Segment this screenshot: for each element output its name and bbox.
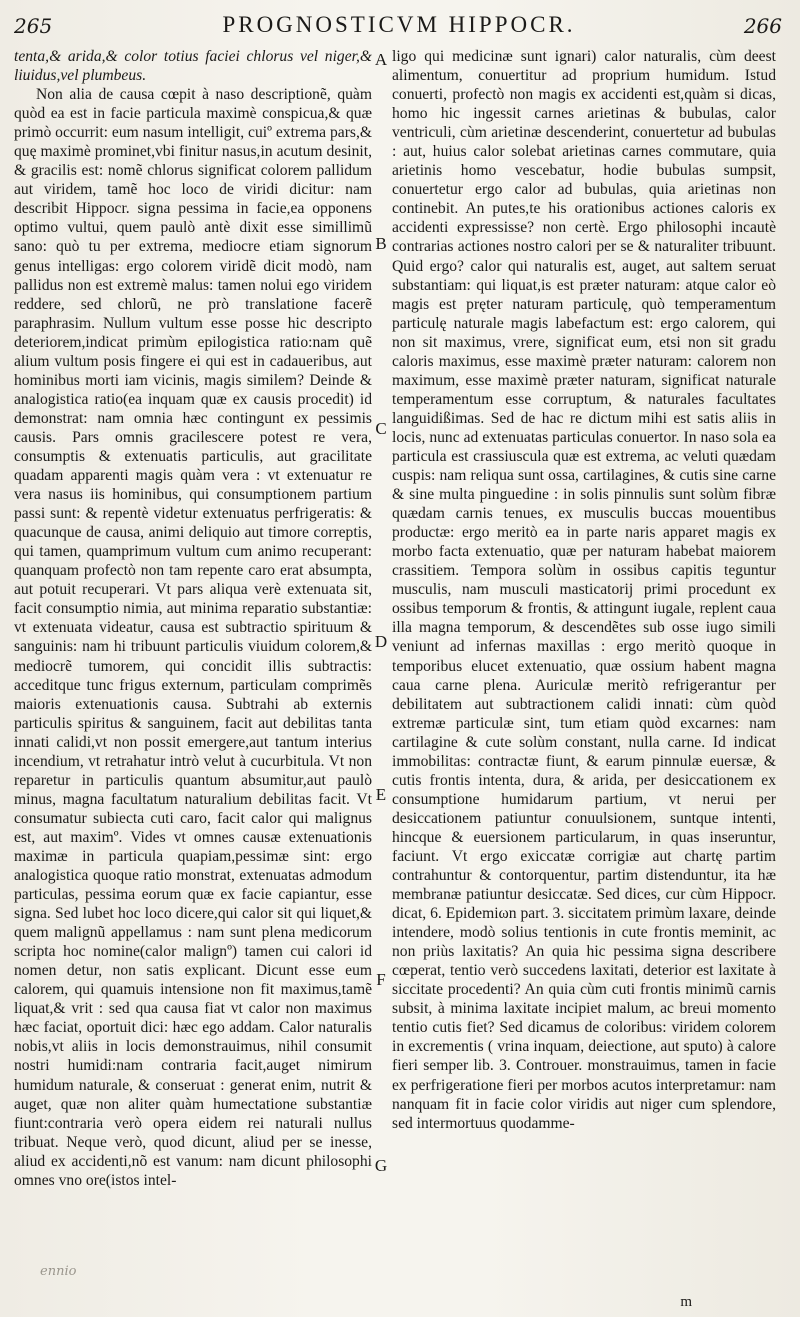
margin-letter-a: A — [374, 50, 388, 69]
catchword: m — [680, 1294, 692, 1310]
running-title: PROGNOSTICVM HIPPOCR. — [222, 12, 576, 37]
page-header — [10, 10, 788, 46]
faint-bottom-text: ennio — [40, 1264, 77, 1279]
margin-letter-f: F — [376, 970, 386, 989]
opening-italic-text: tenta,& arida,& color totius faciei chlorus vel niger,& liuidus,vel plumbeus. — [14, 48, 372, 85]
margin-letter-c: C — [375, 419, 387, 438]
page-number-right: 266 — [743, 14, 782, 38]
left-column — [14, 47, 372, 1307]
margin-letter-g: G — [374, 1156, 388, 1175]
page-number-left: 265 — [14, 14, 53, 38]
margin-letter-b: B — [375, 234, 387, 253]
left-column-body: Non alia de causa cœpit à naso descriptionẽ, quàm quòd ea est in facie particula maximè conspicua,& quæ primò occurrit: eum nasum intelligit, cuiº extrema pars,& quę maximè prominet,vbi finitur nasus,in acutum desinit, & gracilis est: nomẽ chlorus significat colorem pallidum aut viridem, tamẽ hoc loco de viridi dicitur: nam describit Hippocr. signa pessima in facie,ea opponens optimo vultui, quem paulò antè dixit esse simillimũ sano: quò tu per extrema, mediocre etiam signorum genus intelligas: ergo colorem viridẽ dicit modò, nam pallidus non est extremè malus: tamen nolui ego viridem reddere, sed chlorũ, ne prò translatione facerẽ paraphrasim. Nullum vultum esse posse hic descripto deteriorem,indicat primùm epilogistica ratio:nam quẽ alium vultum posis fingere ei qui est in cadaueribus, aut hominibus morti iam vicinis, magis similem? Deinde & analogistica ratio(ea inquam quæ ex causis procedit) id demonstrat: nam omnia hæc contingunt ex pessimis causis. Pars omnis gracilescere potest re vera, consumptis & extenuatis particulis, aut gracilitate quadam apparenti magis quàm vera : vt extenuatur re vera nasus iis hominibus, qui consumptionem partium passi sunt: & repentè videtur extenuatus perfrigeratis: & quacunque de causa, animi deliquio aut timore correptis, qui tamen, quamprimum vultum cum animo recuperant: quanquam profectò non tam repente caro erat absumpta, aut potuit recuperari. Vt pars aliqua verè extenuata sit, facit consumptio nimia, aut minima reparatio substantiæ: vt extenuata videatur, causa est subtractio spirituum & sanguinis: nam hi tribuunt particulis viuidum colorem,& mediocrẽ tumorem, qui concidit illis subtractis: acceditque tunc frigus externum, particulam comprimẽs maioris extenuationis causa. Subtrahi ab externis particulis spiritus & sanguinem, facit aut debilitas tanta innati calidi,vt non possit emergere,aut tantum interius incendium, vt retrahatur intrò velut à cucurbitula. Vt non reparetur in particulis quantum absumitur,aut paulò minus, magna facultatum naturalium debilitas facit. Vt consumatur subiecta cuti caro, facit calor qui malignus est, aut maximº. Vides vt omnes causæ extenuationis maximæ in particula quapiam,pessimæ sint: ergo analogistica quoque ratio monstrat, extenuatas admodum particulas, pessima eorum quæ ex facie capiantur, esse signa. Sed lubet hoc loco dicere,qui calor sit qui liquet,& quem malignũ appellamus : nam sunt plena medicorum scripta hoc nomine(calor malignº) tamen cui calori id nomen detur, non satis explicant. Dicunt esse eum calorem, qui quamuis intensione non fit maximus,tamẽ liquat,& vrit : sed qua causa fiat vt calor non maximus hæc faciat, oportuit dici: hæc ego addam. Calor naturalis nobis,vt aliis in locis demonstrauimus, nihil consumit nostri humidi:nam contraria facit,auget nimirum humidum naturale, & conseruat : generat enim, nutrit & auget, quæ non aliter quàm humectatione substantiæ fiunt:contraria verò opera eidem rei naturali nullus tribuat. Neque verò, quod dicunt, aliud per se inesse, aliud ex accidenti,nõ est vanum: nam dicunt philosophi omnes vno ore(istos intel- — [14, 86, 372, 1189]
margin-letter-d: D — [374, 632, 388, 651]
right-column-body: ligo qui medicinæ sunt ignari) calor naturalis, cùm deest alimentum, conuertitur ad proprium humidum. Istud conuerti, profectò non magis ex accidenti est,quàm si dicas, homo hic ingessit carnes arietinas & bubulas, calor ventriculi, cùm arietinæ descenderint, conuertetur ad bubulas : aut, huius calor solebat arietinas carnes commutare, quia arietinis homo vescebatur, hodie bubulas sumpsit, conuertetur ergo calor ad bubulas, quia arietinas non continebit. An putes,te his orationibus actiones caloris ex accidenti expressisse? non certè. Ergo philosophi incautè contrarias actiones nostro calori per se & naturaliter tribuunt. Quid ergo? calor qui naturalis est, auget, aut saltem seruat substantiam: qui liquat,is est præter naturam: atque calor eò magis est pręter naturam particulę, quò temperamentum particulę naturale magis labefactum est: ergo calorem, qui non sit maximus, vrere, significat eum, etsi non sit gradu caloris maximus, esse maximè præter naturam: calorem non maximum, esse maximè præter naturam, significat naturale temperamentum esse corruptum, & naturales facultates languidißimas. Sed de hac re dictum mihi est satis aliis in locis, nunc ad extenuatas particulas conuertor. In naso sola ea particula est crassiuscula quæ est extrema, ac veluti quædam cuspis: nam reliqua sunt ossa, cartilagines, & cutis sine carne & sine multa pinguedine : in solis pinnulis sunt solùm fibræ quædam carnis tenues, ex musculis buccas mouentibus productæ: ergo meritò ea in parte naris apparet magis ex morbo facta extenuatio, quæ per naturam habebat maiorem crassitiem. Tempora solùm in ossibus capitis teguntur musculis, nam musculi masticatorij primi procedunt ex ossibus temporum & frontis, & attingunt iugale, replent caua illa magna temporum, & descendẽtes sub osse iugo simili veniunt ad infernas maxillas : ergo meritò quoque in temporibus elucet extenuatio, quæ ossium habent magna caua carne plena. Auriculæ meritò refrigerantur per debilitatem aut subtractionem calidi innati: cùm quòd extremæ particulæ sint, tum etiam quòd excarnes: nam cartilagine & cute solùm constant, nulla carne. Id indicat immobilitas: contractæ fiunt, & earum pinnulæ euersæ, & cutis frontis intenta, dura, & arida, per desiccationem ex consumptione humidarum partium, vt nerui per desiccationem patiuntur conuulsionem, suntque intenti, hincque & euersionem particularum, in quas inseruntur, faciunt. Vt ergo exiccatæ corrigiæ aut chartę partim contrahuntur & contorquentur, partim distenduntur, ita hæ membranæ patiuntur desiccatæ. Sed dices, cur cùm Hippocr. dicat, 6. Epidemiωn part. 3. siccitatem primùm laxare, deinde intendere, modò solius tentionis in cute frontis meminit, ac non priùs laxitatis? An quia hic pessima signa describere cœperat, tentio verò succedens laxitati, deterior est laxitate à siccitate procedenti? An quia cùm cuti frontis minimũ carnis subsit, à minima laxitate incipiet malum, ac breui momento tentio cutis fiet? Sed dicamus de coloribus: viridem colorem in excrementis ( vrina inquam, deiectione, aut sputo) à calore fieri semper lib. 3. Controuer. monstrauimus, tamen in facie ex perfrigeratione fieri per morbos acutos interpretamur: nam nanquam fit in facie color viridis aut niger cum splendore, sed intermortuus quodamme- — [392, 48, 776, 1132]
margin-letter-e: E — [375, 785, 387, 804]
right-column — [392, 47, 776, 1307]
